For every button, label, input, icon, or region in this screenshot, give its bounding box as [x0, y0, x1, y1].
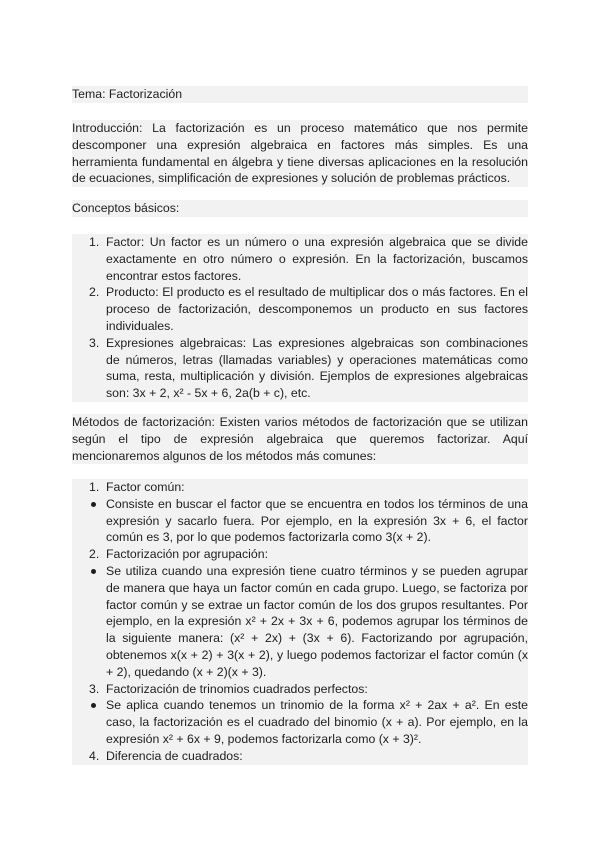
methods-intro-paragraph: Métodos de factorización: Existen varios métodos de factorización que se utilizan según el tipo de expresión algebraica que queremos factorizar. Aquí mencionaremos algunos de los métodos más comunes:: [72, 415, 528, 463]
list-number: 3.: [89, 335, 100, 350]
method-bullet: Consiste en buscar el factor que se encuentra en todos los términos de una expresión y sacarlo fuera. Por ejemplo, en la expresión 3x + 6, el factor común es 3, por lo que podemos factorizarla como 3(x + 2).: [72, 496, 528, 546]
method-title: 1. Factor común:: [89, 480, 185, 494]
list-item-text: Factor: Un factor es un número o una expresión algebraica que se divide exactamente en otro número o expresión. En la factorización, buscamos encontrar estos factores.: [106, 235, 528, 283]
list-number: 2.: [89, 547, 100, 562]
list-number: 2.: [89, 285, 100, 300]
method-bullet: Se utiliza cuando una expresión tiene cuatro términos y se pueden agrupar de manera que haya un factor común en cada grupo. Luego, se factoriza por factor común y se extrae un factor común de los dos grupos resultantes. Por ejemplo, en la expresión x² + 2x + 3x + 6, podemos agrupar los términos de la siguiente manera: (x² + 2x) + (3x + 6). Factorizando por agrupación, obtenemos x(x + 2) + 3(x + 2), y luego podemos factorizar el factor común (x + 2), quedando (x + 2)(x + 3).: [72, 563, 528, 681]
method-title: 3. Factorización de trinomios cuadrados perfectos:: [89, 681, 368, 696]
bullet-icon: [91, 569, 96, 574]
method-bullet: Se aplica cuando tenemos un trinomio de la forma x² + 2ax + a². En este caso, la factorización es el cuadrado del binomio (x + a). Por ejemplo, en la expresión x² + 6x + 9, podemos factorizarla como (x + 3)².: [72, 697, 528, 747]
bullet-icon: [91, 703, 96, 708]
concepts-list: [72, 234, 528, 402]
list-number: 3.: [89, 681, 100, 696]
intro-paragraph: Introducción: La factorización es un proceso matemático que nos permite descomponer una expresión algebraica en factores más simples. Es una herramienta fundamental en álgebra y tiene diversas aplicaciones en la resolución de ecuaciones, simplificación de expresiones y solución de problemas prácticos.: [72, 121, 528, 186]
list-item: [72, 284, 528, 334]
list-item: [72, 335, 528, 402]
method-title: 4. Diferencia de cuadrados:: [89, 748, 243, 763]
list-number: 1.: [89, 235, 100, 249]
methods-list: [72, 479, 528, 765]
list-number: 1.: [89, 480, 100, 494]
topic-heading: Tema: Factorización: [72, 86, 528, 103]
bullet-icon: [91, 502, 96, 507]
concepts-heading: Conceptos básicos:: [72, 200, 528, 217]
list-item-text: Producto: El producto es el resultado de multiplicar dos o más factores. En el proceso de factorización, descomponemos un producto en sus factores individuales.: [106, 285, 528, 333]
list-item-text: Expresiones algebraicas: Las expresiones algebraicas son combinaciones de números, letras (llamadas variables) y operaciones matemáticas como suma, resta, multiplicación y división. Ejemplos de expresiones algebraicas son: 3x + 2, x² - 5x + 6, 2a(b + c), etc.: [106, 335, 528, 401]
method-title: 2. Factorización por agrupación:: [89, 547, 268, 562]
list-item: [72, 234, 528, 284]
list-number: 4.: [89, 748, 100, 763]
